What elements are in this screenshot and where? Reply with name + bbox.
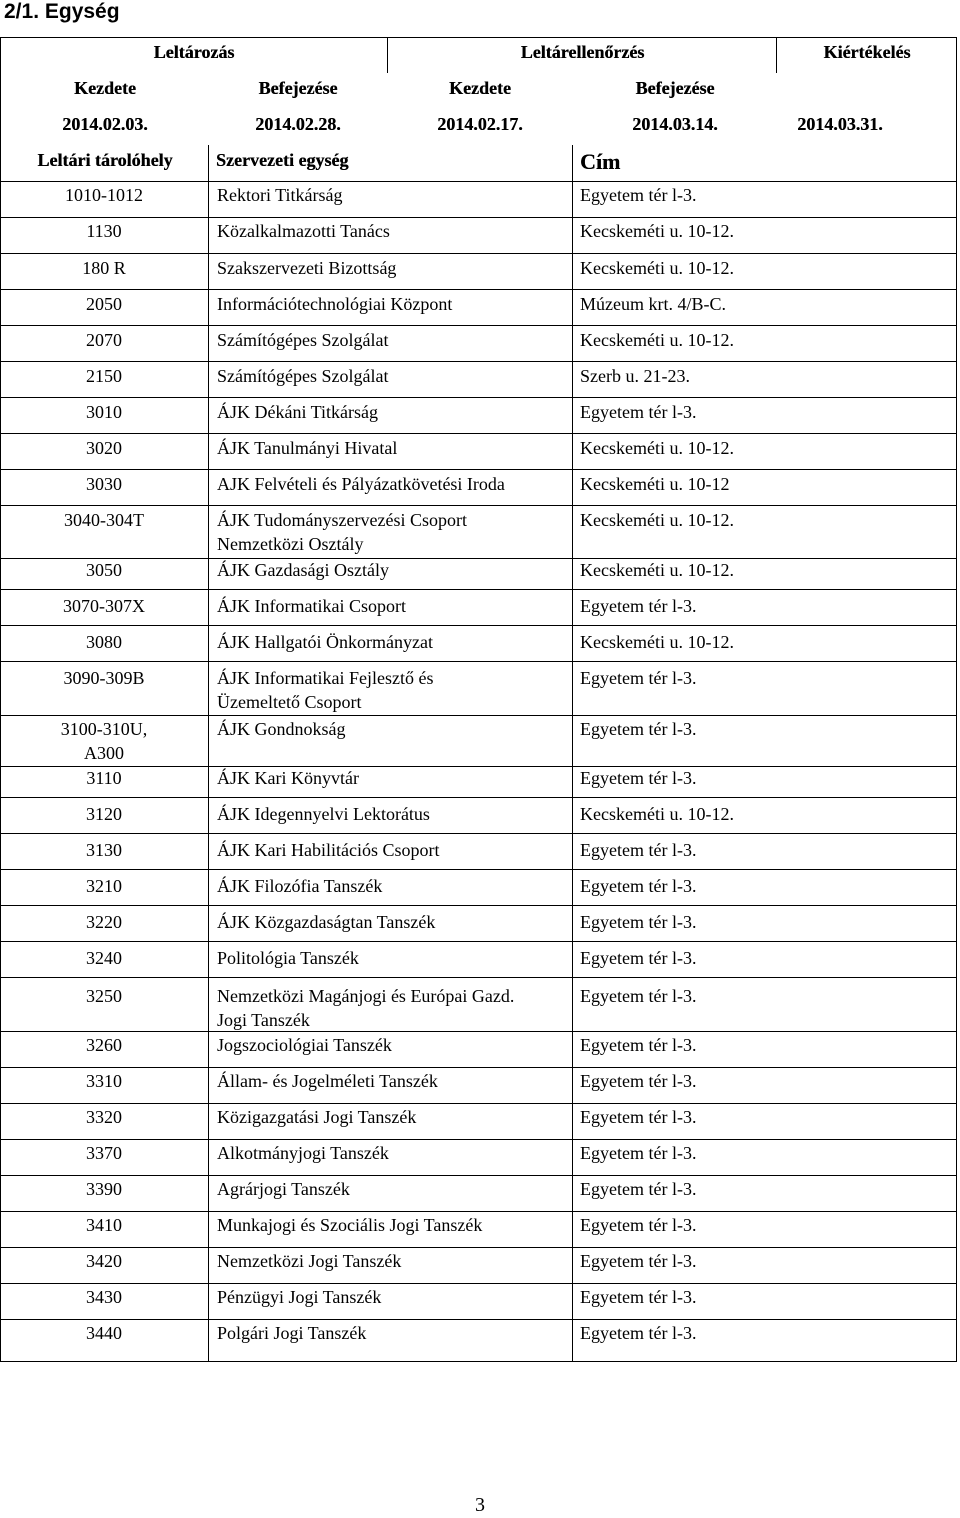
storage-location-code-line: 3130 xyxy=(86,840,122,860)
organizational-unit xyxy=(217,219,390,243)
organizational-unit-line: Munkajogi és Szociális Jogi Tanszék xyxy=(217,1215,483,1235)
organizational-unit-line: Információtechnológiai Központ xyxy=(217,294,453,314)
header-leltarozas: Leltározás xyxy=(153,42,235,62)
storage-location-code xyxy=(0,508,208,532)
storage-location-code-line: 3080 xyxy=(86,632,122,652)
organizational-unit-line: ÁJK Közgazdaságtan Tanszék xyxy=(217,912,436,932)
storage-location-code-line: 2150 xyxy=(86,366,122,386)
organizational-unit xyxy=(217,256,396,280)
organizational-unit xyxy=(217,946,359,970)
storage-location-code xyxy=(0,183,208,207)
storage-location-code xyxy=(0,328,208,352)
organizational-unit xyxy=(217,1141,389,1165)
organizational-unit-line: ÁJK Kari Habilitációs Csoport xyxy=(217,840,440,860)
organizational-unit-line: Agrárjogi Tanszék xyxy=(217,1179,350,1199)
organizational-unit-line: ÁJK Gazdasági Osztály xyxy=(217,560,389,580)
address: Egyetem tér l-3. xyxy=(580,876,697,896)
storage-location-code-line: 1010-1012 xyxy=(65,185,143,205)
storage-location-code xyxy=(0,1249,208,1273)
organizational-unit-line: ÁJK Tanulmányi Hivatal xyxy=(217,438,398,458)
organizational-unit xyxy=(217,1213,482,1237)
address: Kecskeméti u. 10-12. xyxy=(580,560,734,580)
organizational-unit-line: Alkotmányjogi Tanszék xyxy=(217,1143,389,1163)
storage-location-code-line: 1130 xyxy=(86,221,122,241)
organizational-unit xyxy=(217,910,435,934)
storage-location-code xyxy=(0,1285,208,1309)
header-tarolohely: Leltári tárolóhely xyxy=(37,150,173,170)
storage-location-code-line: 3220 xyxy=(86,912,122,932)
header-cim: Cím xyxy=(580,149,621,174)
organizational-unit xyxy=(217,1285,381,1309)
address: Kecskeméti u. 10-12. xyxy=(580,258,734,278)
storage-location-code-line: A300 xyxy=(84,743,124,763)
address: Egyetem tér l-3. xyxy=(580,1107,697,1127)
organizational-unit-line: Nemzetközi Jogi Tanszék xyxy=(217,1251,402,1271)
organizational-unit-line: ÁJK Gondnokság xyxy=(217,719,346,739)
organizational-unit-line: Pénzügyi Jogi Tanszék xyxy=(217,1287,382,1307)
storage-location-code-line: 3310 xyxy=(86,1071,122,1091)
organizational-unit xyxy=(217,292,452,316)
storage-location-code xyxy=(0,292,208,316)
organizational-unit-line: ÁJK Idegennyelvi Lektorátus xyxy=(217,804,430,824)
storage-location-code xyxy=(0,364,208,388)
organizational-unit-line: Közalkalmazotti Tanács xyxy=(217,221,390,241)
address: Múzeum krt. 4/B-C. xyxy=(580,294,726,314)
date-ellenorzes-end: 2014.03.14. xyxy=(632,114,718,134)
address: Kecskeméti u. 10-12 xyxy=(580,474,730,494)
organizational-unit xyxy=(217,766,359,790)
storage-location-code-line: 3090-309B xyxy=(63,668,145,688)
storage-location-code xyxy=(0,630,208,654)
storage-location-code-line: 3250 xyxy=(86,986,122,1006)
storage-location-code-line: 3390 xyxy=(86,1179,122,1199)
organizational-unit xyxy=(217,472,505,496)
address: Egyetem tér l-3. xyxy=(580,1323,697,1343)
storage-location-code-line: 3210 xyxy=(86,876,122,896)
organizational-unit xyxy=(217,183,343,207)
organizational-unit xyxy=(217,838,439,862)
storage-location-code xyxy=(0,1105,208,1129)
address: Egyetem tér l-3. xyxy=(580,185,697,205)
organizational-unit-line: ÁJK Hallgatói Önkormányzat xyxy=(217,632,433,652)
storage-location-code xyxy=(0,1033,208,1057)
address: Egyetem tér l-3. xyxy=(580,668,697,688)
organizational-unit xyxy=(217,1033,392,1057)
address: Egyetem tér l-3. xyxy=(580,1035,697,1055)
organizational-unit xyxy=(217,984,514,1032)
organizational-unit-line: Nemzetközi Magánjogi és Európai Gazd. xyxy=(217,986,515,1006)
organizational-unit xyxy=(217,1105,416,1129)
organizational-unit xyxy=(217,1069,438,1093)
organizational-unit-line: Számítógépes Szolgálat xyxy=(217,330,389,350)
organizational-unit-line: Számítógépes Szolgálat xyxy=(217,366,389,386)
organizational-unit xyxy=(217,717,346,741)
address: Egyetem tér l-3. xyxy=(580,1251,697,1271)
address: Kecskeméti u. 10-12. xyxy=(580,330,734,350)
storage-location-code-line: 3410 xyxy=(86,1215,122,1235)
storage-location-code xyxy=(0,766,208,790)
organizational-unit-line: Közigazgatási Jogi Tanszék xyxy=(217,1107,417,1127)
storage-location-code xyxy=(0,1213,208,1237)
address: Kecskeméti u. 10-12. xyxy=(580,632,734,652)
storage-location-code xyxy=(0,256,208,280)
address: Kecskeméti u. 10-12. xyxy=(580,804,734,824)
organizational-unit-line: Jogszociológiai Tanszék xyxy=(217,1035,392,1055)
storage-location-code-line: 3320 xyxy=(86,1107,122,1127)
organizational-unit-line: Üzemeltető Csoport xyxy=(217,692,362,712)
address: Egyetem tér l-3. xyxy=(580,1179,697,1199)
organizational-unit xyxy=(217,802,430,826)
storage-location-code-line: 3050 xyxy=(86,560,122,580)
address: Kecskeméti u. 10-12. xyxy=(580,221,734,241)
storage-location-code-line: 3120 xyxy=(86,804,122,824)
organizational-unit-line: ÁJK Tudományszervezési Csoport xyxy=(217,510,467,530)
address: Egyetem tér l-3. xyxy=(580,1143,697,1163)
organizational-unit xyxy=(217,874,382,898)
address: Kecskeméti u. 10-12. xyxy=(580,510,734,530)
date-leltarozas-start: 2014.02.03. xyxy=(62,114,148,134)
address: Egyetem tér l-3. xyxy=(580,1215,697,1235)
address: Egyetem tér l-3. xyxy=(580,596,697,616)
address: Egyetem tér l-3. xyxy=(580,986,697,1006)
address: Kecskeméti u. 10-12. xyxy=(580,438,734,458)
storage-location-code-line: 180 R xyxy=(82,258,126,278)
date-ellenorzes-start: 2014.02.17. xyxy=(437,114,523,134)
organizational-unit xyxy=(217,364,388,388)
storage-location-code xyxy=(0,910,208,934)
header-kiertekeles: Kiértékelés xyxy=(823,42,911,62)
storage-location-code xyxy=(0,1177,208,1201)
organizational-unit-line: AJK Felvételi és Pályázatkövetési Iroda xyxy=(217,474,505,494)
organizational-unit-line: Nemzetközi Osztály xyxy=(217,534,364,554)
page-number: 3 xyxy=(475,1494,485,1516)
organizational-unit xyxy=(217,1177,350,1201)
organizational-unit xyxy=(217,328,388,352)
address: Egyetem tér l-3. xyxy=(580,1071,697,1091)
storage-location-code-line: 3070-307X xyxy=(63,596,145,616)
storage-location-code-line: 3010 xyxy=(86,402,122,422)
organizational-unit-line: Polgári Jogi Tanszék xyxy=(217,1323,367,1343)
storage-location-code-line: 3420 xyxy=(86,1251,122,1271)
organizational-unit-line: Szakszervezeti Bizottság xyxy=(217,258,397,278)
organizational-unit-line: ÁJK Dékáni Titkárság xyxy=(217,402,378,422)
storage-location-code-line: 3100-310U, xyxy=(60,719,148,739)
address: Egyetem tér l-3. xyxy=(580,948,697,968)
storage-location-code xyxy=(0,874,208,898)
storage-location-code-line: 2070 xyxy=(86,330,122,350)
storage-location-code xyxy=(0,219,208,243)
address: Egyetem tér l-3. xyxy=(580,768,697,788)
storage-location-code xyxy=(0,802,208,826)
storage-location-code-line: 3240 xyxy=(86,948,122,968)
header-befejezese-1: Befejezése xyxy=(258,78,338,98)
organizational-unit xyxy=(217,400,378,424)
organizational-unit xyxy=(217,630,433,654)
address: Egyetem tér l-3. xyxy=(580,402,697,422)
storage-location-code xyxy=(0,436,208,460)
organizational-unit xyxy=(217,594,406,618)
organizational-unit-line: ÁJK Filozófia Tanszék xyxy=(217,876,383,896)
storage-location-code xyxy=(0,717,208,765)
organizational-unit-line: Jogi Tanszék xyxy=(217,1010,310,1030)
storage-location-code xyxy=(0,946,208,970)
storage-location-code xyxy=(0,472,208,496)
header-kezdete-1: Kezdete xyxy=(74,78,136,98)
storage-location-code xyxy=(0,1069,208,1093)
organizational-unit-line: ÁJK Informatikai Csoport xyxy=(217,596,406,616)
address: Egyetem tér l-3. xyxy=(580,1287,697,1307)
header-leltarellenorzes: Leltárellenőrzés xyxy=(520,42,645,62)
storage-location-code-line: 3110 xyxy=(86,768,122,788)
organizational-unit xyxy=(217,436,397,460)
storage-location-code xyxy=(0,594,208,618)
organizational-unit xyxy=(217,666,433,714)
storage-location-code-line: 3430 xyxy=(86,1287,122,1307)
storage-location-code xyxy=(0,838,208,862)
address: Egyetem tér l-3. xyxy=(580,719,697,739)
header-szervezeti-egyseg: Szervezeti egység xyxy=(216,150,349,170)
organizational-unit xyxy=(217,1321,366,1345)
storage-location-code-line: 3370 xyxy=(86,1143,122,1163)
storage-location-code-line: 2050 xyxy=(86,294,122,314)
date-kiertekeles: 2014.03.31. xyxy=(797,114,883,134)
address: Egyetem tér l-3. xyxy=(580,840,697,860)
storage-location-code xyxy=(0,400,208,424)
storage-location-code-line: 3030 xyxy=(86,474,122,494)
storage-location-code xyxy=(0,666,208,690)
section-title: 2/1. Egység xyxy=(4,0,120,23)
storage-location-code-line: 3040-304T xyxy=(64,510,144,530)
organizational-unit-line: Politológia Tanszék xyxy=(217,948,359,968)
organizational-unit-line: ÁJK Kari Könyvtár xyxy=(217,768,359,788)
organizational-unit-line: Állam- és Jogelméleti Tanszék xyxy=(217,1071,438,1091)
address: Egyetem tér l-3. xyxy=(580,912,697,932)
organizational-unit xyxy=(217,508,467,556)
storage-location-code-line: 3440 xyxy=(86,1323,122,1343)
organizational-unit xyxy=(217,558,389,582)
organizational-unit-line: ÁJK Informatikai Fejlesztő és xyxy=(217,668,434,688)
storage-location-code-line: 3020 xyxy=(86,438,122,458)
organizational-unit-line: Rektori Titkárság xyxy=(217,185,343,205)
storage-location-code xyxy=(0,1321,208,1345)
organizational-unit xyxy=(217,1249,401,1273)
storage-location-code xyxy=(0,558,208,582)
storage-location-code xyxy=(0,1141,208,1165)
address: Szerb u. 21-23. xyxy=(580,366,690,386)
storage-location-code-line: 3260 xyxy=(86,1035,122,1055)
storage-location-code xyxy=(0,984,208,1008)
header-befejezese-2: Befejezése xyxy=(635,78,715,98)
date-leltarozas-end: 2014.02.28. xyxy=(255,114,341,134)
header-kezdete-2: Kezdete xyxy=(449,78,511,98)
